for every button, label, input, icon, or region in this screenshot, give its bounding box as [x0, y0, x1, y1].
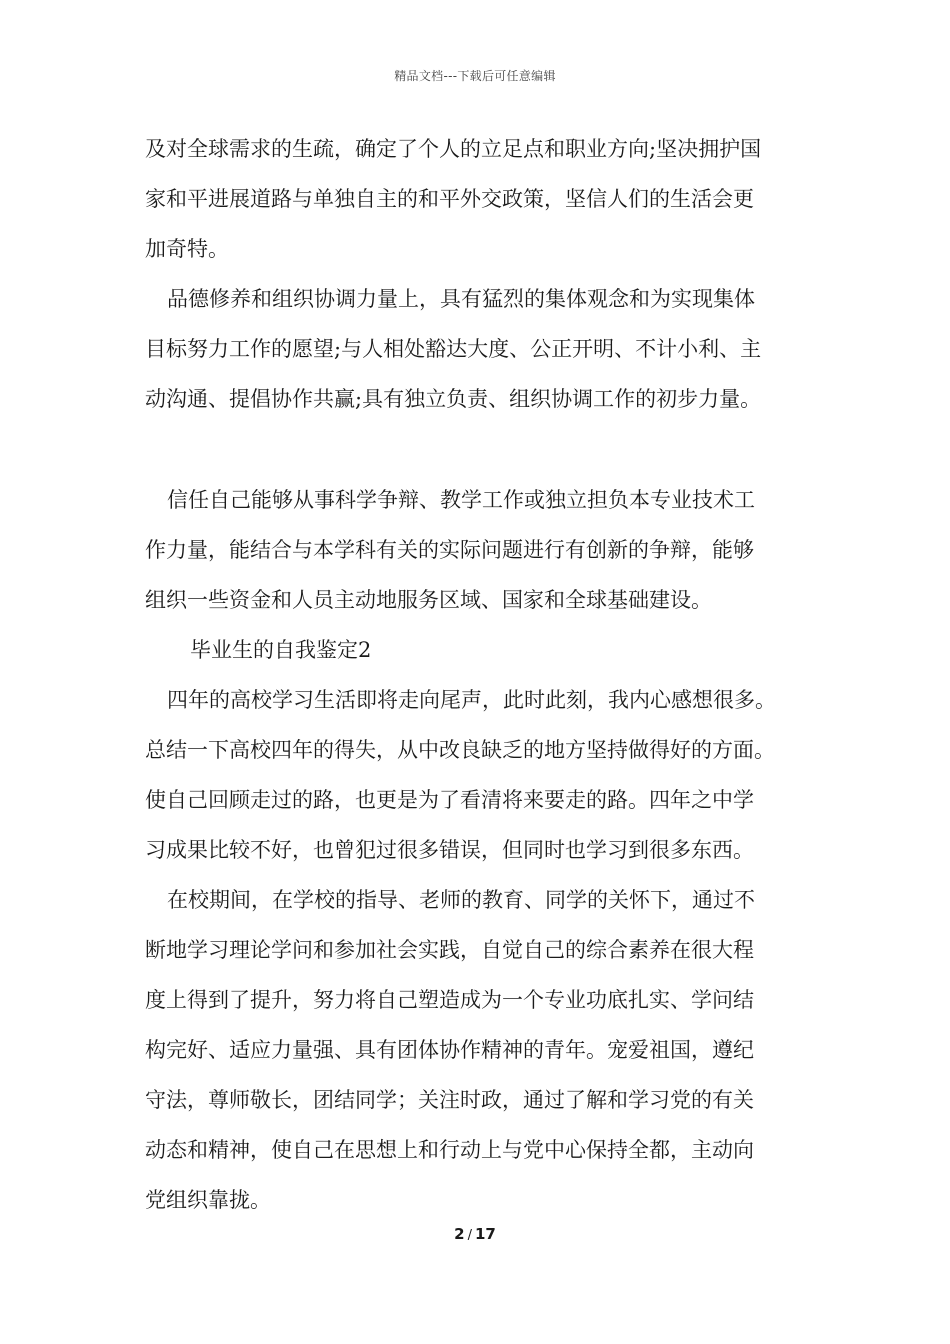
paragraph-gap: [145, 424, 815, 475]
section-heading: [145, 625, 815, 675]
text-line: 加奇特。: [145, 237, 229, 261]
total-pages: 17: [474, 1225, 496, 1243]
text-line: 总结一下高校四年的得失，从中改良缺乏的地方坚持做得好的方面。: [145, 738, 775, 762]
text-line: 动沟通、提倡协作共赢;具有独立负责、组织协调工作的初步力量。: [145, 387, 762, 411]
text-line: 品德修养和组织协调力量上，具有猛烈的集体观念和为实现集体: [167, 287, 755, 311]
text-line: 使自己回顾走过的路，也更是为了看清将来要走的路。四年之中学: [145, 788, 754, 812]
text-line: 目标努力工作的愿望;与人相处豁达大度、公正开明、不计小利、主: [145, 337, 762, 361]
text-line: 构完好、适应力量强、具有团体协作精神的青年。宠爱祖国，遵纪: [145, 1038, 754, 1062]
text-line: 度上得到了提升，努力将自己塑造成为一个专业功底扎实、学问结: [145, 988, 754, 1012]
page-header: 精品文档---下载后可任意编辑: [394, 69, 556, 83]
text-line: 习成果比较不好，也曾犯过很多错误，但同时也学习到很多东西。: [145, 838, 754, 862]
text-line: 断地学习理论学问和参加社会实践，自觉自己的综合素养在很大程: [145, 938, 754, 962]
current-page: 2: [454, 1225, 465, 1243]
text-line: 作力量，能结合与本学科有关的实际问题进行有创新的争辩，能够: [145, 538, 754, 562]
paragraph-1: [145, 124, 815, 274]
text-line: 及对全球需求的生疏，确定了个人的立足点和职业方向;坚决拥护国: [145, 137, 762, 161]
text-line: 在校期间，在学校的指导、老师的教育、同学的关怀下，通过不: [167, 888, 755, 912]
page-number: [0, 1225, 950, 1243]
text-line: 信任自己能够从事科学争辩、教学工作或独立担负本专业技术工: [167, 488, 755, 512]
text-line: 动态和精神，使自己在思想上和行动上与党中心保持全都，主动向: [145, 1138, 754, 1162]
paragraph-5: [145, 875, 815, 1225]
page-separator: /: [467, 1228, 472, 1243]
text-line: 家和平进展道路与单独自主的和平外交政策，坚信人们的生活会更: [145, 187, 754, 211]
text-line: 守法，尊师敬长，团结同学；关注时政，通过了解和学习党的有关: [145, 1088, 754, 1112]
paragraph-4: [145, 675, 815, 875]
text-line: 四年的高校学习生活即将走向尾声，此时此刻，我内心感想很多。: [167, 688, 776, 712]
paragraph-2: [145, 274, 815, 424]
section-title: 毕业生的自我鉴定2: [190, 638, 372, 662]
paragraph-3: [145, 475, 815, 625]
text-line: 组织一些资金和人员主动地服务区域、国家和全球基础建设。: [145, 588, 712, 612]
document-body: [145, 124, 815, 1225]
text-line: 党组织靠拢。: [145, 1188, 271, 1212]
